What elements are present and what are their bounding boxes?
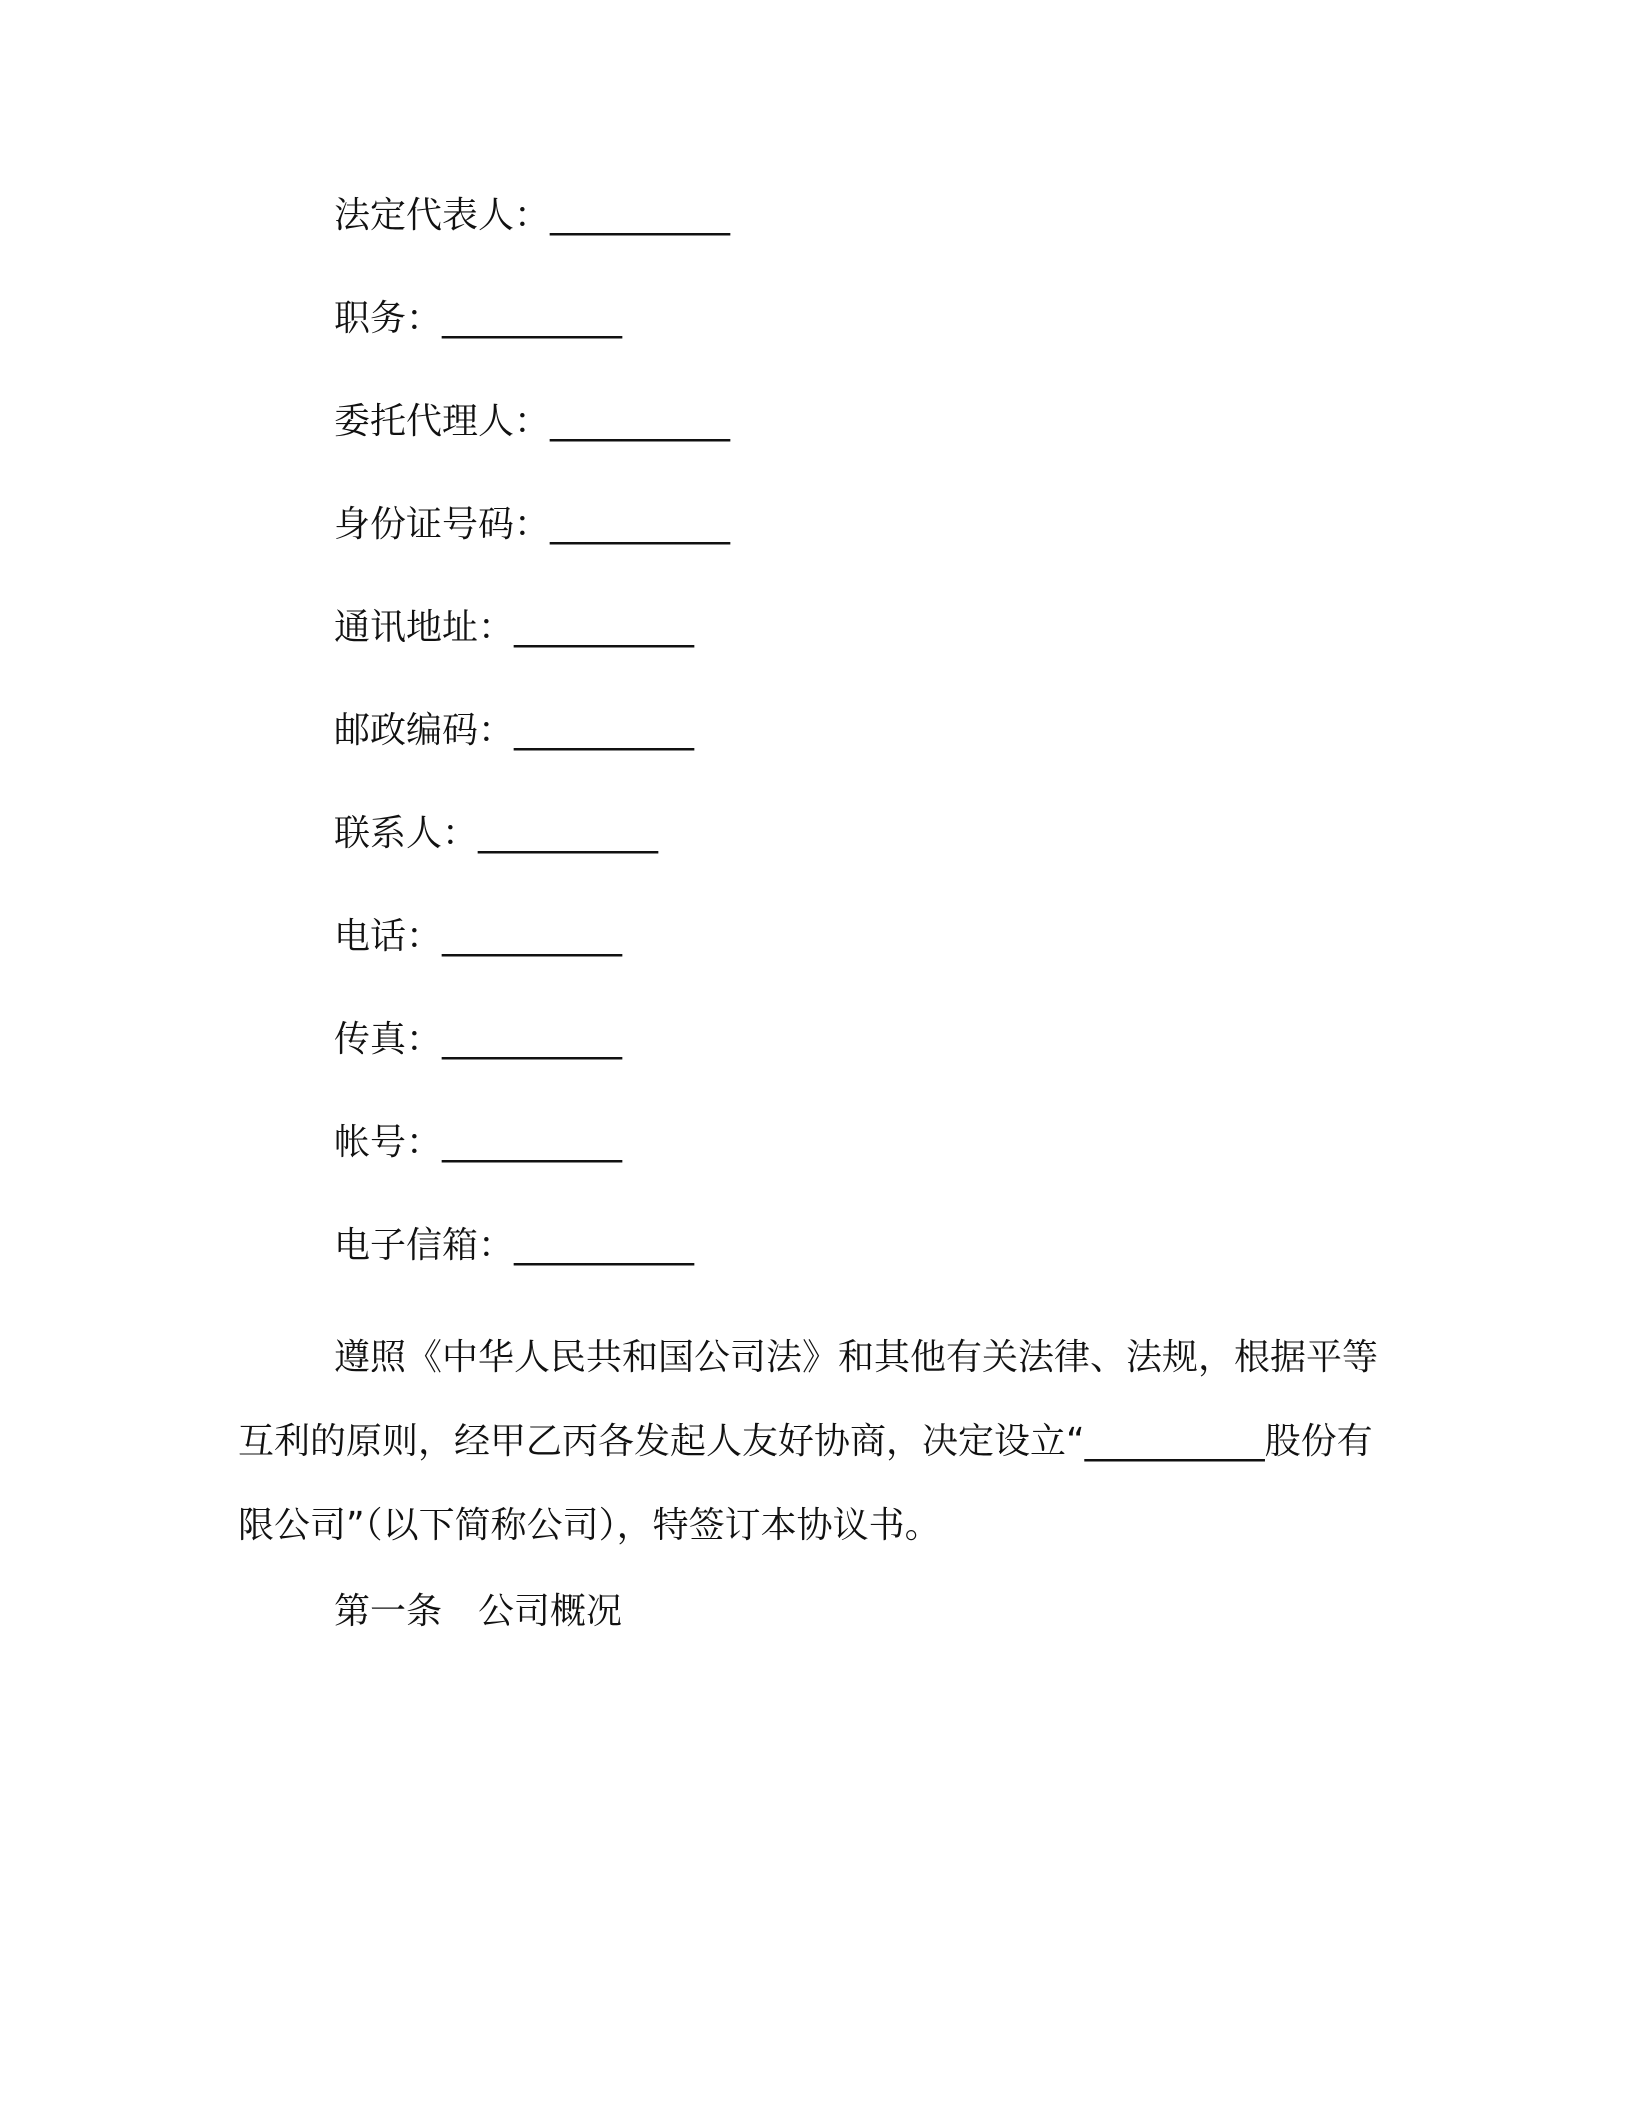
field-contact-person — [334, 810, 658, 858]
fill-blank[interactable]: __________ — [550, 195, 731, 236]
field-legal-representative — [334, 192, 730, 240]
fill-blank[interactable]: __________ — [514, 1225, 695, 1266]
fill-blank[interactable]: __________ — [550, 504, 731, 545]
fill-blank[interactable]: __________ — [442, 298, 623, 339]
field-fax — [334, 1016, 622, 1064]
field-colon: ： — [406, 1019, 443, 1060]
fill-blank[interactable]: __________ — [442, 1019, 623, 1060]
field-colon: ： — [406, 298, 443, 339]
field-colon: ： — [442, 813, 479, 854]
field-colon: ： — [406, 1122, 443, 1163]
field-label: 委托代理人 — [334, 401, 515, 442]
field-account-number — [334, 1119, 622, 1167]
field-colon: ： — [406, 916, 443, 957]
section-heading: 第一条 公司概况 — [334, 1591, 623, 1632]
field-label: 帐号 — [334, 1122, 407, 1163]
field-id-number — [334, 501, 730, 549]
fill-blank[interactable]: __________ — [514, 607, 695, 648]
field-colon: ： — [478, 607, 515, 648]
fill-blank[interactable]: __________ — [514, 710, 695, 751]
field-label: 电话 — [334, 916, 407, 957]
fill-blank[interactable]: __________ — [442, 916, 623, 957]
field-label: 通讯地址 — [334, 607, 479, 648]
field-label: 联系人 — [334, 813, 443, 854]
fill-blank[interactable]: __________ — [442, 1122, 623, 1163]
fill-blank[interactable]: __________ — [478, 813, 659, 854]
field-label: 法定代表人 — [334, 195, 515, 236]
field-postal-code — [334, 707, 694, 755]
preamble-paragraph: 遵照《中华人民共和国公司法》和其他有关法律、法规，根据平等互利的原则，经甲乙丙各发起人友好协商，决定设立“__________股份有限公司”（以下简称公司），特签订本协议书。 — [238, 1337, 1379, 1546]
field-colon: ： — [478, 710, 515, 751]
field-colon: ： — [514, 401, 551, 442]
field-label: 身份证号码 — [334, 504, 515, 545]
field-label: 职务 — [334, 298, 407, 339]
field-label: 邮政编码 — [334, 710, 479, 751]
field-label: 电子信箱 — [334, 1225, 479, 1266]
field-colon: ： — [478, 1225, 515, 1266]
field-colon: ： — [514, 504, 551, 545]
field-label: 传真 — [334, 1019, 407, 1060]
field-position — [334, 295, 622, 343]
field-telephone — [334, 913, 622, 961]
field-authorized-agent — [334, 398, 730, 446]
fill-blank[interactable]: __________ — [550, 401, 731, 442]
field-mailing-address — [334, 604, 694, 652]
field-email — [334, 1222, 694, 1270]
field-colon: ： — [514, 195, 551, 236]
